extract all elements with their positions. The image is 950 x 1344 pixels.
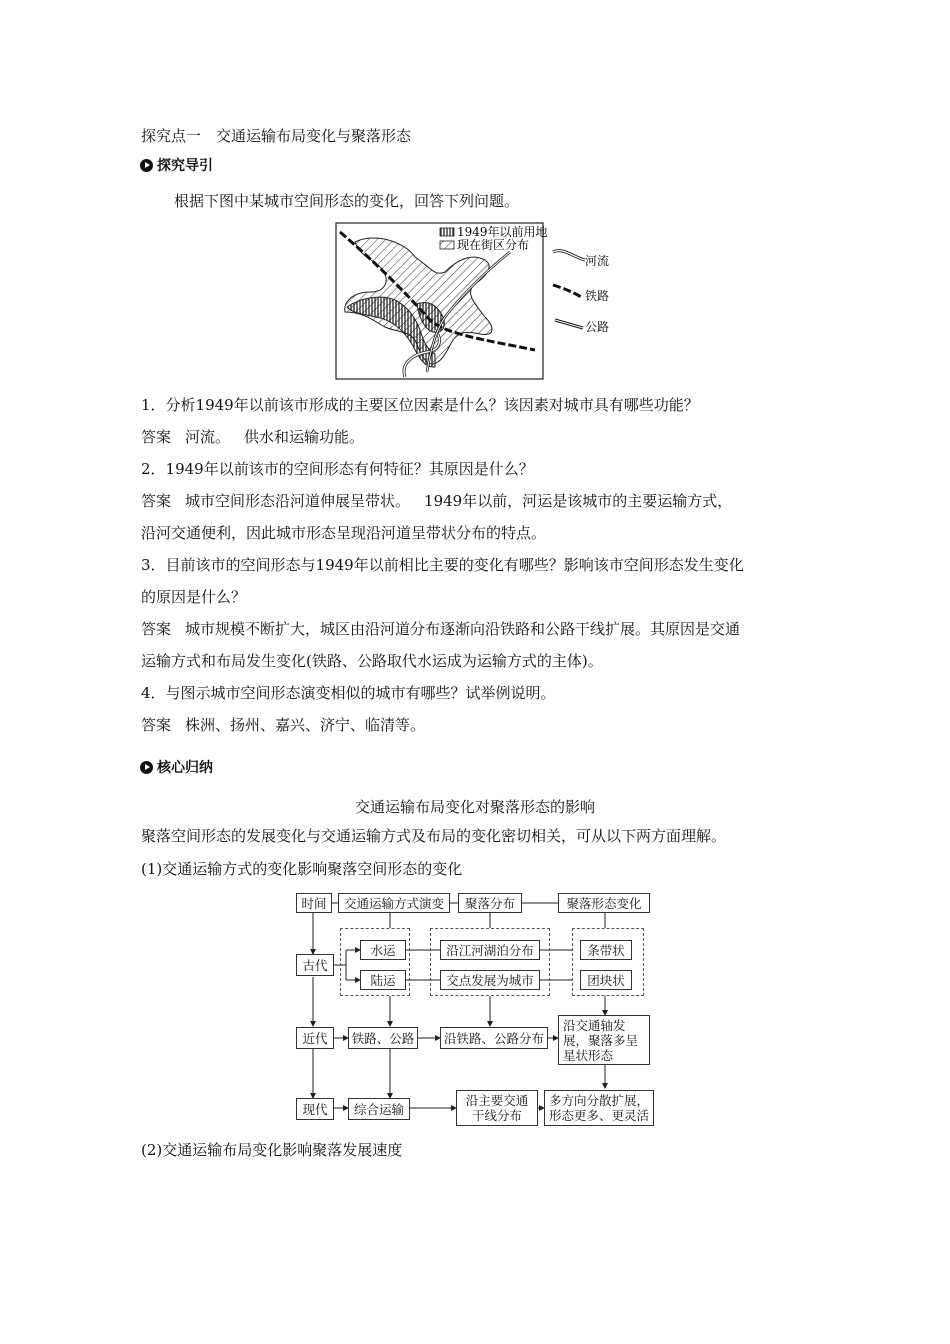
a3: 答案 城市规模不断扩大，城区由沿河道分布逐渐向沿铁路和公路干线扩展。其原因是交通 [141, 620, 741, 638]
water-transport: 水运 [360, 940, 406, 960]
core-para: 聚落空间形态的发展变化与交通运输方式及布局的变化密切相关，可从以下两方面理解。 [141, 827, 727, 845]
play-icon [140, 761, 153, 774]
core-heading: 交通运输布局变化对聚落形态的影响 [354, 798, 595, 816]
era-ancient: 古代 [296, 954, 334, 976]
core-sub2: (2)交通运输布局变化影响聚落发展速度 [141, 1141, 403, 1159]
rail-road: 铁路、公路 [348, 1027, 418, 1049]
q3: 3．目前该市的空间形态与1949年以前相比主要的变化有哪些？影响该市空间形态发生变化 [141, 556, 744, 574]
legend-road-label: 公路 [585, 320, 610, 334]
header-distribution: 聚落分布 [458, 893, 522, 913]
legend-now-swatch [440, 241, 454, 249]
core-sub1: (1)交通运输方式的变化影响聚落空间形态的变化 [141, 860, 463, 878]
intro-text: 根据下图中某城市空间形态的变化，回答下列问题。 [174, 192, 520, 210]
city-map-figure [335, 222, 625, 382]
axis-star-form: 沿交通轴发展，聚落多呈星状形态 [558, 1015, 650, 1065]
a2-cont: 沿河交通便利，因此城市形态呈现沿河道呈带状分布的特点。 [141, 524, 547, 542]
header-transport: 交通运输方式演变 [338, 893, 450, 913]
header-time: 时间 [296, 893, 332, 913]
q2: 2．1949年以前该市的空间形态有何特征？其原因是什么？ [141, 460, 534, 478]
guide-badge-label: 探究导引 [157, 158, 213, 174]
main-line-distribution: 沿主要交通干线分布 [456, 1090, 538, 1126]
core-badge [140, 757, 213, 777]
node-city: 交点发展为城市 [440, 970, 540, 990]
a4: 答案 株洲、扬州、嘉兴、济宁、临清等。 [141, 716, 426, 734]
q4: 4．与图示城市空间形态演变相似的城市有哪些？试举例说明。 [141, 684, 556, 702]
legend-now-label: 现在街区分布 [457, 238, 530, 252]
section-title: 探究点一 交通运输布局变化与聚落形态 [141, 127, 412, 145]
q1: 1．分析1949年以前该市形成的主要区位因素是什么？该因素对城市具有哪些功能？ [141, 396, 699, 414]
core-badge-label: 核心归纳 [157, 760, 213, 776]
land-transport: 陆运 [360, 970, 406, 990]
river-distribution: 沿江河湖泊分布 [440, 940, 540, 960]
along-rail-road: 沿铁路、公路分布 [440, 1027, 548, 1049]
legend-rail-icon [553, 285, 583, 298]
guide-badge [140, 155, 213, 175]
legend-river-label: 河流 [585, 254, 610, 268]
block-form: 团块状 [580, 970, 632, 990]
legend-1949-label: 1949年以前用地 [457, 225, 548, 239]
legend-1949-swatch [440, 228, 454, 236]
flowchart [290, 890, 660, 1125]
a1: 答案 河流。 供水和运输功能。 [141, 428, 365, 446]
header-form: 聚落形态变化 [558, 893, 650, 913]
a3-cont: 运输方式和布局发生变化(铁路、公路取代水运成为运输方式的主体)。 [141, 652, 603, 670]
integrated-transport: 综合运输 [348, 1098, 410, 1120]
strip-form: 条带状 [580, 940, 632, 960]
legend-rail-label: 铁路 [585, 289, 610, 303]
play-icon [140, 159, 153, 172]
a2: 答案 城市空间形态沿河道伸展呈带状。 1949年以前，河运是该城市的主要运输方式， [141, 492, 733, 510]
q3-cont: 的原因是什么？ [141, 588, 247, 606]
era-current: 现代 [296, 1098, 334, 1120]
era-near-modern: 近代 [296, 1027, 334, 1049]
multi-direction-form: 多方向分散扩展，形态更多、更灵活 [544, 1090, 654, 1126]
